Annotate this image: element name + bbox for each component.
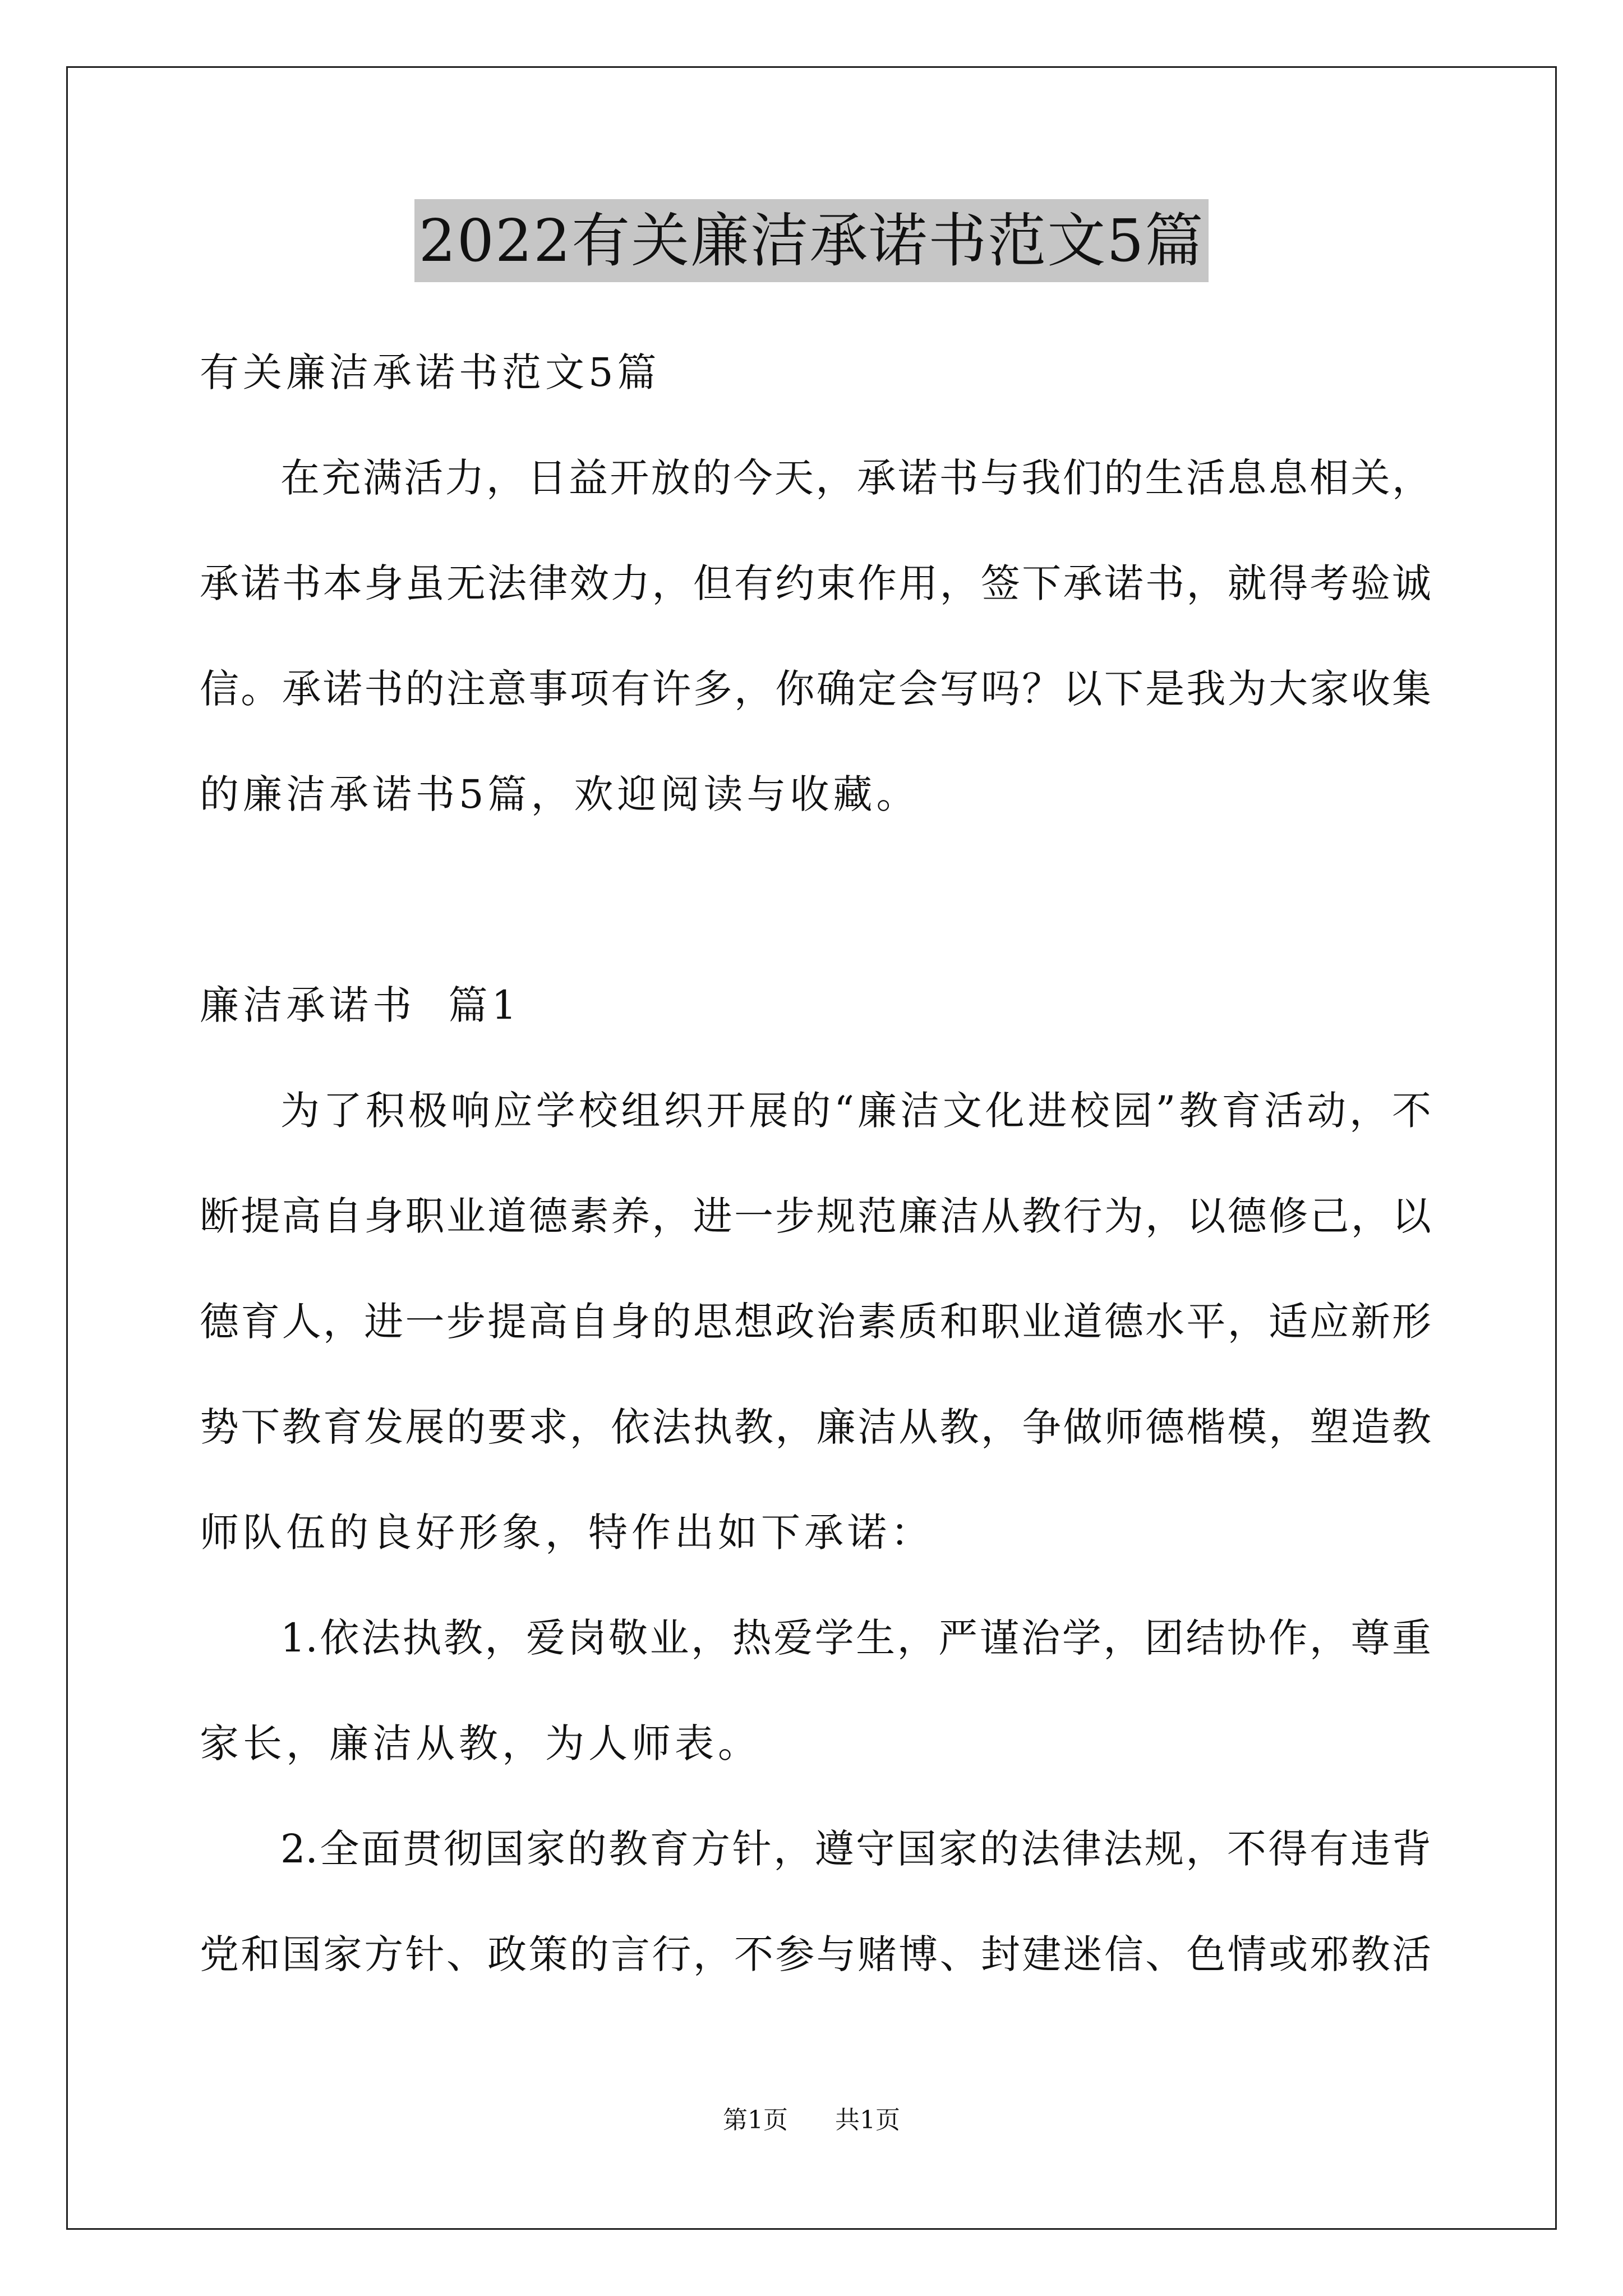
section-line: 为了积极响应学校组织开展的“廉洁文化进校园”教育活动，不	[280, 1088, 1431, 1134]
section-line: 德育人，进一步提高自身的思想政治素质和职业道德水平，适应新形	[200, 1299, 1431, 1345]
intro-line: 承诺书本身虽无法律效力，但有约束作用，签下承诺书，就得考验诚	[200, 560, 1431, 606]
section-line: 党和国家方针、政策的言行，不参与赌博、封建迷信、色情或邪教活	[200, 1931, 1431, 1977]
document-title: 2022有关廉洁承诺书范文5篇	[414, 199, 1209, 282]
document-body	[200, 320, 1431, 2007]
section-line: 1.依法执教，爱岗敬业，热爱学生，严谨治学，团结协作，尊重	[280, 1615, 1431, 1661]
intro-line: 在充满活力，日益开放的今天，承诺书与我们的生活息息相关，	[280, 455, 1431, 501]
page-footer: 第1页 共1页	[723, 2106, 900, 2134]
section-line: 势下教育发展的要求，依法执教，廉洁从教，争做师德楷模，塑造教	[200, 1404, 1431, 1450]
section-heading: 廉洁承诺书 篇1	[200, 982, 521, 1028]
title-container	[0, 199, 1623, 282]
intro-line: 信。承诺书的注意事项有许多，你确定会写吗？以下是我为大家收集	[200, 666, 1431, 712]
section-line: 师队伍的良好形象，特作出如下承诺：	[200, 1510, 934, 1556]
section-line: 断提高自身职业道德素养，进一步规范廉洁从教行为，以德修己，以	[200, 1193, 1431, 1239]
section-line: 家长，廉洁从教，为人师表。	[200, 1720, 761, 1766]
intro-line: 的廉洁承诺书5篇，欢迎阅读与收藏。	[200, 771, 920, 817]
section-line: 2.全面贯彻国家的教育方针，遵守国家的法律法规，不得有违背	[280, 1826, 1431, 1872]
document-subtitle: 有关廉洁承诺书范文5篇	[200, 349, 661, 395]
